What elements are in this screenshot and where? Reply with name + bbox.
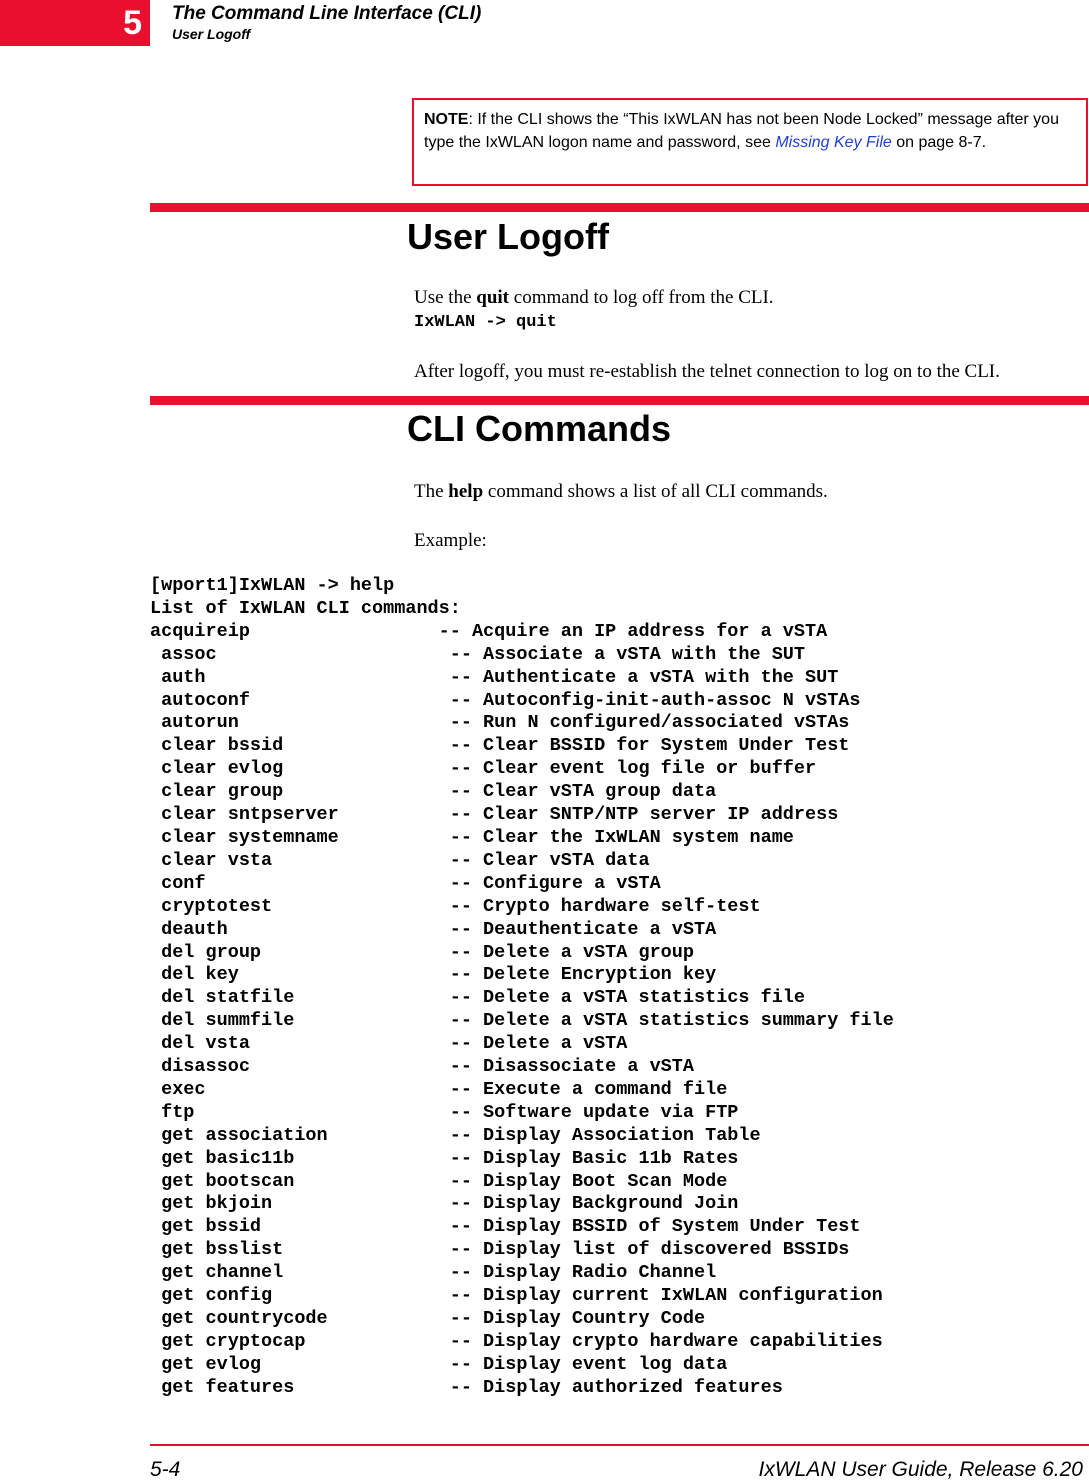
- code-line: del statfile -- Delete a vSTA statistics file: [150, 987, 806, 1009]
- code-line: clear evlog -- Clear event log file or buffer: [150, 758, 817, 780]
- help-output-code-block: [150, 575, 894, 1400]
- code-line: clear vsta -- Clear vSTA data: [150, 849, 650, 871]
- code-line: del summfile -- Delete a vSTA statistics summary file: [150, 1010, 894, 1032]
- missing-key-file-link[interactable]: Missing Key File: [775, 134, 892, 151]
- code-line: get cryptocap -- Display crypto hardware capabilities: [150, 1330, 883, 1352]
- code-line: del key -- Delete Encryption key: [150, 964, 717, 986]
- code-line: del group -- Delete a vSTA group: [150, 941, 694, 963]
- code-line: get bssid -- Display BSSID of System Under Test: [150, 1216, 861, 1238]
- note-label: NOTE: [424, 111, 469, 128]
- note-box: [412, 98, 1088, 186]
- code-line: clear bssid -- Clear BSSID for System Under Test: [150, 735, 850, 757]
- chapter-title: The Command Line Interface (CLI): [172, 3, 482, 24]
- command-quit: quit: [476, 287, 510, 308]
- footer-page-number: 5-4: [150, 1458, 181, 1481]
- code-line: get bsslist -- Display list of discovered BSSIDs: [150, 1239, 850, 1261]
- paragraph: [414, 286, 774, 310]
- code-line: get config -- Display current IxWLAN configuration: [150, 1285, 883, 1307]
- code-line: clear sntpserver -- Clear SNTP/NTP server IP address: [150, 804, 839, 826]
- heading-cli-commands: CLI Commands: [407, 408, 672, 449]
- code-line: get features -- Display authorized features: [150, 1376, 783, 1398]
- heading-user-logoff: User Logoff: [407, 216, 609, 257]
- code-line: autoconf -- Autoconfig-init-auth-assoc N vSTAs: [150, 689, 861, 711]
- code-line: ftp -- Software update via FTP: [150, 1101, 739, 1123]
- chapter-number: 5: [123, 3, 142, 42]
- code-line: acquireip -- Acquire an IP address for a vSTA: [150, 620, 828, 642]
- code-line: get basic11b -- Display Basic 11b Rates: [150, 1147, 739, 1169]
- footer-book-title: IxWLAN User Guide, Release 6.20: [758, 1458, 1083, 1481]
- section-rule: [150, 203, 1089, 212]
- code-line: get bootscan -- Display Boot Scan Mode: [150, 1170, 728, 1192]
- note-text-after: on page 8-7.: [891, 134, 987, 151]
- text: command to log off from the CLI.: [509, 287, 774, 308]
- code-line: assoc -- Associate a vSTA with the SUT: [150, 643, 806, 665]
- footer-rule: [150, 1444, 1089, 1446]
- code-line: cryptotest -- Crypto hardware self-test: [150, 895, 761, 917]
- code-line: auth -- Authenticate a vSTA with the SUT: [150, 666, 839, 688]
- code-line: autorun -- Run N configured/associated vSTAs: [150, 712, 850, 734]
- running-head: [172, 3, 481, 43]
- code-line: get association -- Display Association Table: [150, 1124, 761, 1146]
- text: Use the: [414, 287, 477, 308]
- code-line: clear systemname -- Clear the IxWLAN system name: [150, 826, 794, 848]
- command-help: help: [448, 481, 484, 502]
- code-line: get countrycode -- Display Country Code: [150, 1308, 706, 1329]
- code-line: conf -- Configure a vSTA: [150, 872, 661, 894]
- chapter-number-tab: [0, 0, 150, 46]
- note-text: : If the CLI shows the “This IxWLAN has not been Node Locked” message after you type the IxWLAN logon name and password, see: [424, 111, 1059, 151]
- code-line: List of IxWLAN CLI commands:: [150, 597, 461, 619]
- code-line: get channel -- Display Radio Channel: [150, 1262, 717, 1284]
- example-label: Example:: [414, 530, 487, 551]
- text: command shows a list of all CLI commands.: [483, 481, 828, 502]
- code-line: exec -- Execute a command file: [150, 1078, 728, 1100]
- section-title: User Logoff: [172, 26, 251, 42]
- code-line: deauth -- Deauthenticate a vSTA: [150, 918, 717, 940]
- paragraph: [414, 480, 828, 504]
- code-line: disassoc -- Disassociate a vSTA: [150, 1056, 694, 1078]
- text: The: [414, 481, 449, 502]
- paragraph: After logoff, you must re-establish the telnet connection to log on to the CLI.: [414, 361, 1000, 382]
- code-line: [wport1]IxWLAN -> help: [150, 575, 395, 596]
- code-line: get bkjoin -- Display Background Join: [150, 1193, 739, 1215]
- section-rule: [150, 396, 1089, 405]
- code-quit: IxWLAN -> quit: [414, 313, 557, 332]
- code-line: del vsta -- Delete a vSTA: [150, 1033, 628, 1055]
- code-line: get evlog -- Display event log data: [150, 1353, 728, 1375]
- code-line: clear group -- Clear vSTA group data: [150, 781, 717, 803]
